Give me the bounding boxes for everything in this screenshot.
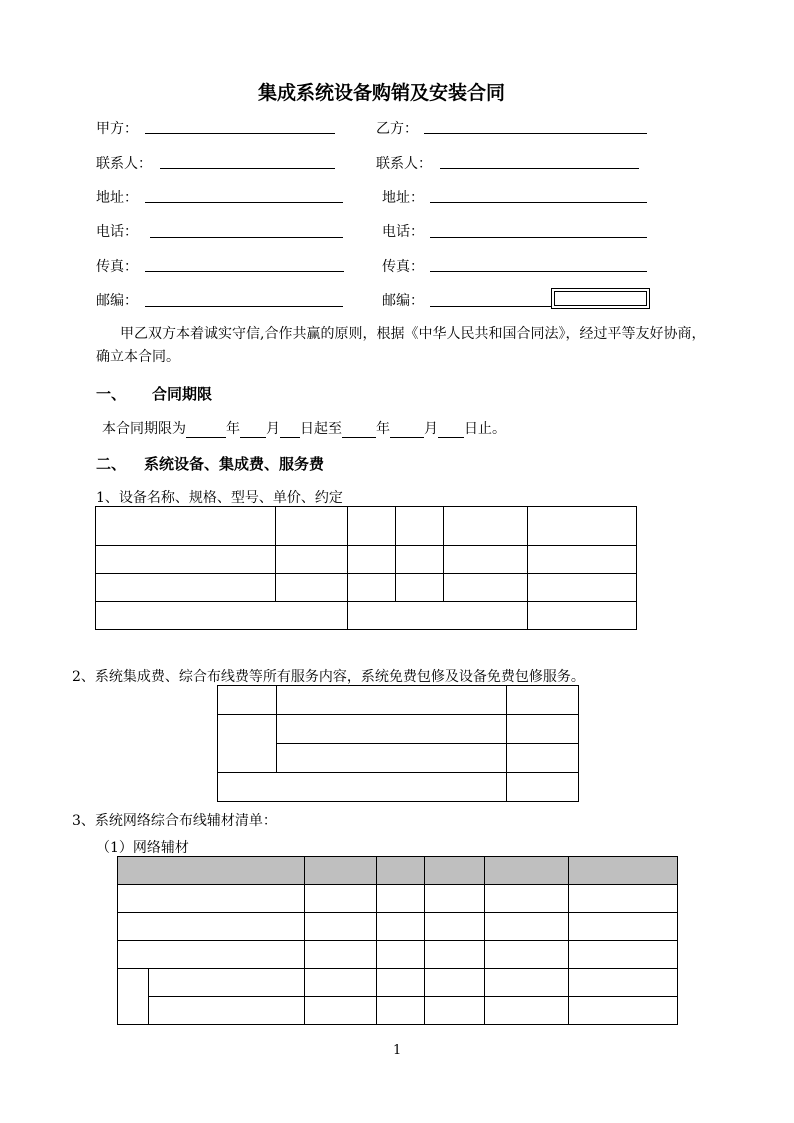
party-a-fax-label: 传真： [96, 259, 138, 275]
table-cell[interactable] [444, 507, 528, 546]
header-cell [485, 857, 569, 885]
table-cell[interactable] [377, 885, 425, 913]
table-cell[interactable] [569, 941, 678, 969]
header-cell [305, 857, 377, 885]
party-a-phone-label: 电话： [96, 224, 138, 240]
table-cell[interactable] [507, 686, 579, 715]
header-cell [377, 857, 425, 885]
party-b-contact-label: 联系人： [376, 156, 432, 172]
table-cell[interactable] [569, 969, 678, 997]
table-cell[interactable] [348, 602, 528, 630]
table-cell[interactable] [485, 997, 569, 1025]
table-cell[interactable] [277, 686, 507, 715]
party-a-label: 甲方： [96, 121, 138, 137]
table-cell[interactable] [377, 997, 425, 1025]
party-b-address-field[interactable] [430, 202, 647, 203]
table-cell[interactable] [528, 546, 637, 574]
party-a-address-field[interactable] [145, 202, 343, 203]
term-text-year1: 年 [226, 421, 240, 437]
table-cell[interactable] [569, 997, 678, 1025]
table-cell[interactable] [425, 885, 485, 913]
table-cell[interactable] [305, 885, 377, 913]
table-cell[interactable] [507, 744, 579, 773]
party-b-postcode-label: 邮编： [382, 293, 424, 309]
term-text-day1: 日起至 [300, 421, 342, 437]
contract-term-line [102, 418, 506, 438]
header-cell [425, 857, 485, 885]
intro-paragraph-line2: 确立本合同。 [96, 349, 180, 365]
table-cell[interactable] [276, 546, 348, 574]
party-a-postcode-label: 邮编： [96, 293, 138, 309]
table-cell[interactable] [96, 574, 276, 602]
table-cell[interactable] [118, 913, 305, 941]
party-b-phone-label: 电话： [382, 224, 424, 240]
item3-heading: 3、系统网络综合布线辅材清单： [72, 813, 277, 829]
table-cell[interactable] [528, 507, 637, 546]
party-b-label: 乙方： [376, 121, 418, 137]
intro-paragraph-line1: 甲乙双方本着诚实守信,合作共赢的原则，根据《中华人民共和国合同法》，经过平等友好协商， [120, 326, 706, 342]
table-cell[interactable] [96, 602, 348, 630]
table-cell[interactable] [96, 507, 276, 546]
services-table [217, 685, 579, 802]
party-b-fax-label: 传真： [382, 259, 424, 275]
party-a-phone-field[interactable] [150, 237, 343, 238]
party-b-field[interactable] [424, 133, 647, 134]
table-cell[interactable] [118, 969, 149, 1025]
equipment-table [95, 506, 637, 630]
table-cell[interactable] [425, 969, 485, 997]
table-cell[interactable] [277, 715, 507, 744]
page-title: 集成系统设备购销及安装合同 [258, 82, 506, 104]
party-a-address-label: 地址： [96, 190, 138, 206]
table-cell[interactable] [218, 686, 277, 715]
table-cell[interactable] [425, 913, 485, 941]
term-text-month1: 月 [266, 421, 280, 437]
table-cell[interactable] [305, 969, 377, 997]
end-day-blank[interactable] [438, 423, 464, 438]
table-cell[interactable] [485, 913, 569, 941]
table-cell[interactable] [276, 574, 348, 602]
section2-number: 二、 [96, 455, 127, 473]
table-cell[interactable] [305, 941, 377, 969]
network-materials-table [117, 856, 678, 1025]
start-year-blank[interactable] [186, 423, 226, 438]
table-cell[interactable] [444, 546, 528, 574]
table-cell[interactable] [305, 997, 377, 1025]
table-cell[interactable] [218, 773, 507, 802]
term-text-year2: 年 [376, 421, 390, 437]
header-cell [118, 857, 305, 885]
term-text-day2: 日止。 [464, 421, 506, 437]
table-cell[interactable] [218, 715, 277, 773]
table-cell[interactable] [396, 546, 444, 574]
header-cell [569, 857, 678, 885]
table-cell[interactable] [569, 885, 678, 913]
table-cell[interactable] [377, 969, 425, 997]
table-cell[interactable] [149, 969, 305, 997]
item2-heading: 2、系统集成费、综合布线费等所有服务内容，系统免费包修及设备免费包修服务。 [72, 669, 585, 685]
table-cell[interactable] [96, 546, 276, 574]
section2-title: 系统设备、集成费、服务费 [144, 455, 325, 473]
table-cell[interactable] [348, 546, 396, 574]
table-cell[interactable] [149, 997, 305, 1025]
table-cell[interactable] [377, 913, 425, 941]
table-cell[interactable] [277, 744, 507, 773]
party-a-fax-field[interactable] [145, 271, 344, 272]
table-cell[interactable] [569, 913, 678, 941]
table-cell[interactable] [485, 969, 569, 997]
table-cell[interactable] [507, 715, 579, 744]
table-cell[interactable] [377, 941, 425, 969]
table-cell[interactable] [425, 997, 485, 1025]
table-cell[interactable] [485, 941, 569, 969]
table-cell[interactable] [425, 941, 485, 969]
table-cell[interactable] [485, 885, 569, 913]
party-a-contact-label: 联系人： [96, 156, 152, 172]
table-cell[interactable] [396, 574, 444, 602]
table-cell[interactable] [348, 574, 396, 602]
table-cell[interactable] [507, 773, 579, 802]
start-day-blank[interactable] [280, 423, 300, 438]
party-b-address-label: 地址： [382, 190, 424, 206]
party-a-field[interactable] [145, 133, 335, 134]
table-cell[interactable] [444, 574, 528, 602]
table-cell[interactable] [118, 941, 305, 969]
postcode-box[interactable] [551, 288, 650, 309]
section1-number: 一、 [96, 385, 127, 403]
party-b-contact-field[interactable] [440, 168, 639, 169]
party-b-postcode-field[interactable] [430, 306, 551, 307]
party-b-phone-field[interactable] [430, 237, 647, 238]
table-cell[interactable] [305, 913, 377, 941]
end-year-blank[interactable] [342, 423, 376, 438]
party-b-fax-field[interactable] [430, 271, 647, 272]
end-month-blank[interactable] [390, 423, 424, 438]
table-cell[interactable] [118, 885, 305, 913]
term-text-month2: 月 [424, 421, 438, 437]
item3-subheading: （1）网络辅材 [96, 840, 189, 856]
item1-heading: 1、设备名称、规格、型号、单价、约定 [96, 490, 343, 506]
start-month-blank[interactable] [240, 423, 266, 438]
table-cell[interactable] [396, 507, 444, 546]
section1-title: 合同期限 [152, 385, 213, 403]
table-cell[interactable] [348, 507, 396, 546]
page-number: 1 [393, 1043, 402, 1058]
party-a-contact-field[interactable] [160, 168, 335, 169]
table-cell[interactable] [528, 574, 637, 602]
table-cell[interactable] [276, 507, 348, 546]
table-cell[interactable] [528, 602, 637, 630]
party-a-postcode-field[interactable] [145, 306, 343, 307]
term-text-start: 本合同期限为 [102, 421, 186, 437]
